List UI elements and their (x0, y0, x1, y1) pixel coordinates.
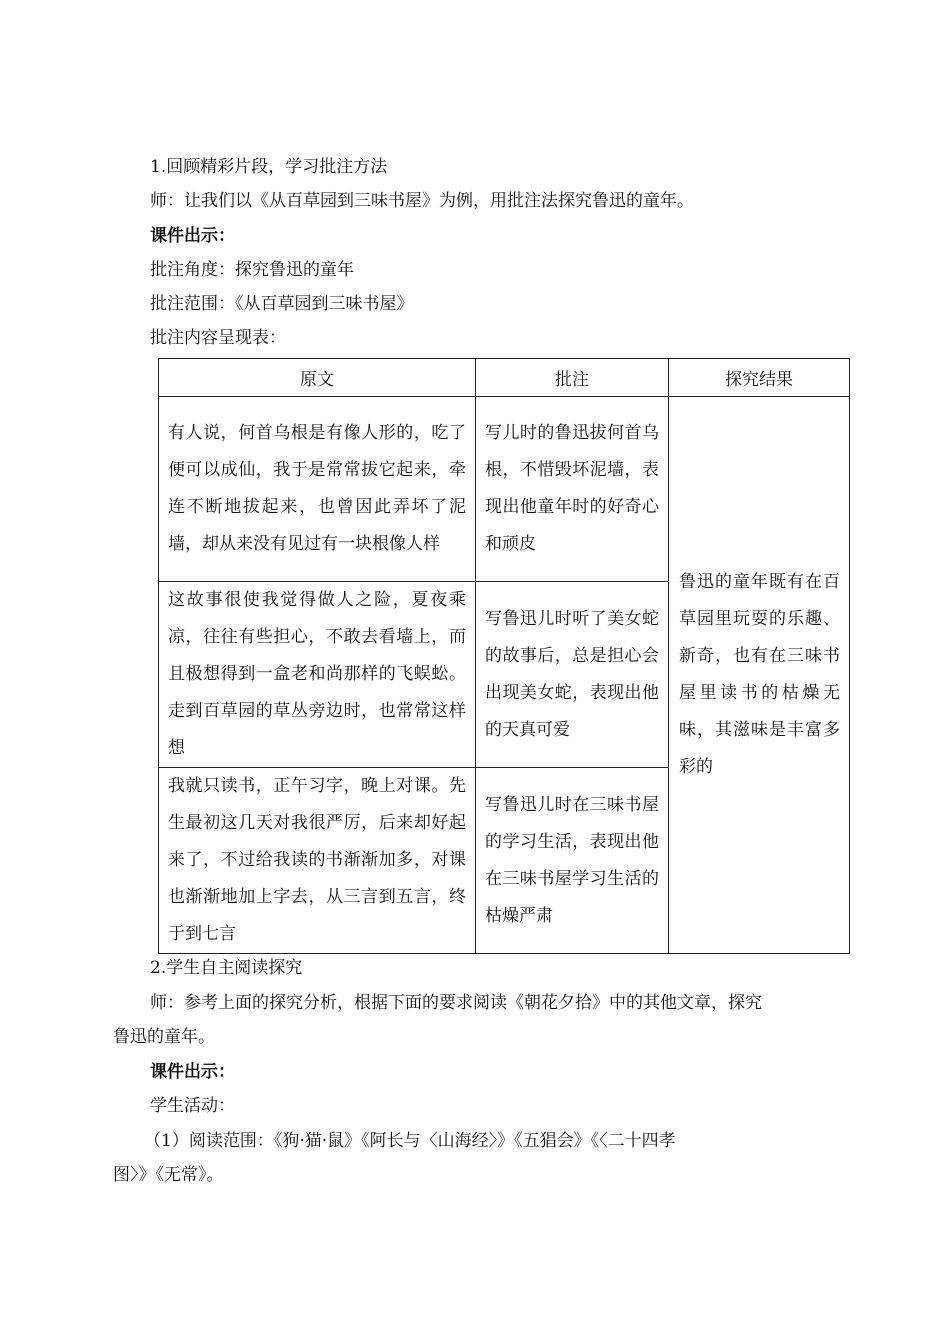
annotation-table (158, 358, 850, 954)
courseware-label-2: 课件出示： (150, 1062, 235, 1082)
annotation-angle: 批注角度：探究鲁迅的童年 (150, 260, 354, 280)
reading-scope-line-2: 图〉》《无常》。 (113, 1165, 224, 1185)
section2-heading: 2.学生自主阅读探究 (150, 958, 303, 978)
annotation-cell (476, 397, 669, 582)
original-cell (159, 768, 476, 954)
original-text: 这故事很使我觉得做人之险，夏夜乘凉，往往有些担心，不敢去看墙上，而且极想得到一盒老和尚那样的飞蜈蚣。走到百草园的草丛旁边时，也常常这样想 (168, 590, 466, 758)
annotation-cell (476, 768, 669, 954)
original-cell (159, 397, 476, 582)
header-annotation: 批注 (476, 359, 669, 397)
section1-heading: 1.回顾精彩片段，学习批注方法 (150, 157, 388, 177)
reading-scope-line-1: （1）阅读范围：《狗·猫·鼠》《阿长与〈山海经〉》《五猖会》《〈二十四孝 (144, 1131, 676, 1151)
annotation-text: 写儿时的鲁迅拔何首乌根，不惜毁坏泥墙，表现出他童年时的好奇心和顽皮 (485, 423, 659, 554)
original-text: 我就只读书，正午习字，晚上对课。先生最初这几天对我很严厉，后来却好起来了，不过给我读的书渐渐加多，对课也渐渐地加上字去，从三言到五言，终于到七言 (168, 776, 466, 944)
original-cell (159, 582, 476, 768)
annotation-scope: 批注范围：《从百草园到三味书屋》 (150, 294, 414, 314)
table-header-row (159, 359, 850, 397)
teacher-instruction-line-1: 师：参考上面的探究分析，根据下面的要求阅读《朝花夕拾》中的其他文章，探究 (150, 993, 762, 1013)
result-cell (669, 397, 850, 954)
annotation-text: 写鲁迅儿时听了美女蛇的故事后，总是担心会出现美女蛇，表现出他的天真可爱 (485, 608, 659, 740)
header-result: 探究结果 (669, 359, 850, 397)
annotation-text: 写鲁迅儿时在三味书屋的学习生活，表现出他在三味书屋学习生活的枯燥严肃 (485, 794, 659, 926)
annotation-cell (476, 582, 669, 768)
student-activity-label: 学生活动： (150, 1096, 235, 1116)
result-text: 鲁迅的童年既有在百草园里玩耍的乐趣、新奇，也有在三味书屋里读书的枯燥无味，其滋味是丰富多彩的 (679, 572, 840, 777)
courseware-label-1: 课件出示： (150, 226, 235, 246)
teacher-instruction-line-2: 鲁迅的童年。 (113, 1027, 215, 1047)
teacher-intro-line: 师：让我们以《从百草园到三味书屋》为例，用批注法探究鲁迅的童年。 (150, 191, 694, 211)
table-intro: 批注内容呈现表： (150, 328, 286, 348)
original-text: 有人说，何首乌根是有像人形的，吃了便可以成仙，我于是常常拔它起来，牵连不断地拔起来，也曾因此弄坏了泥墙，却从来没有见过有一块根像人样 (168, 423, 466, 554)
table-row (159, 397, 850, 582)
header-original: 原文 (159, 359, 476, 397)
